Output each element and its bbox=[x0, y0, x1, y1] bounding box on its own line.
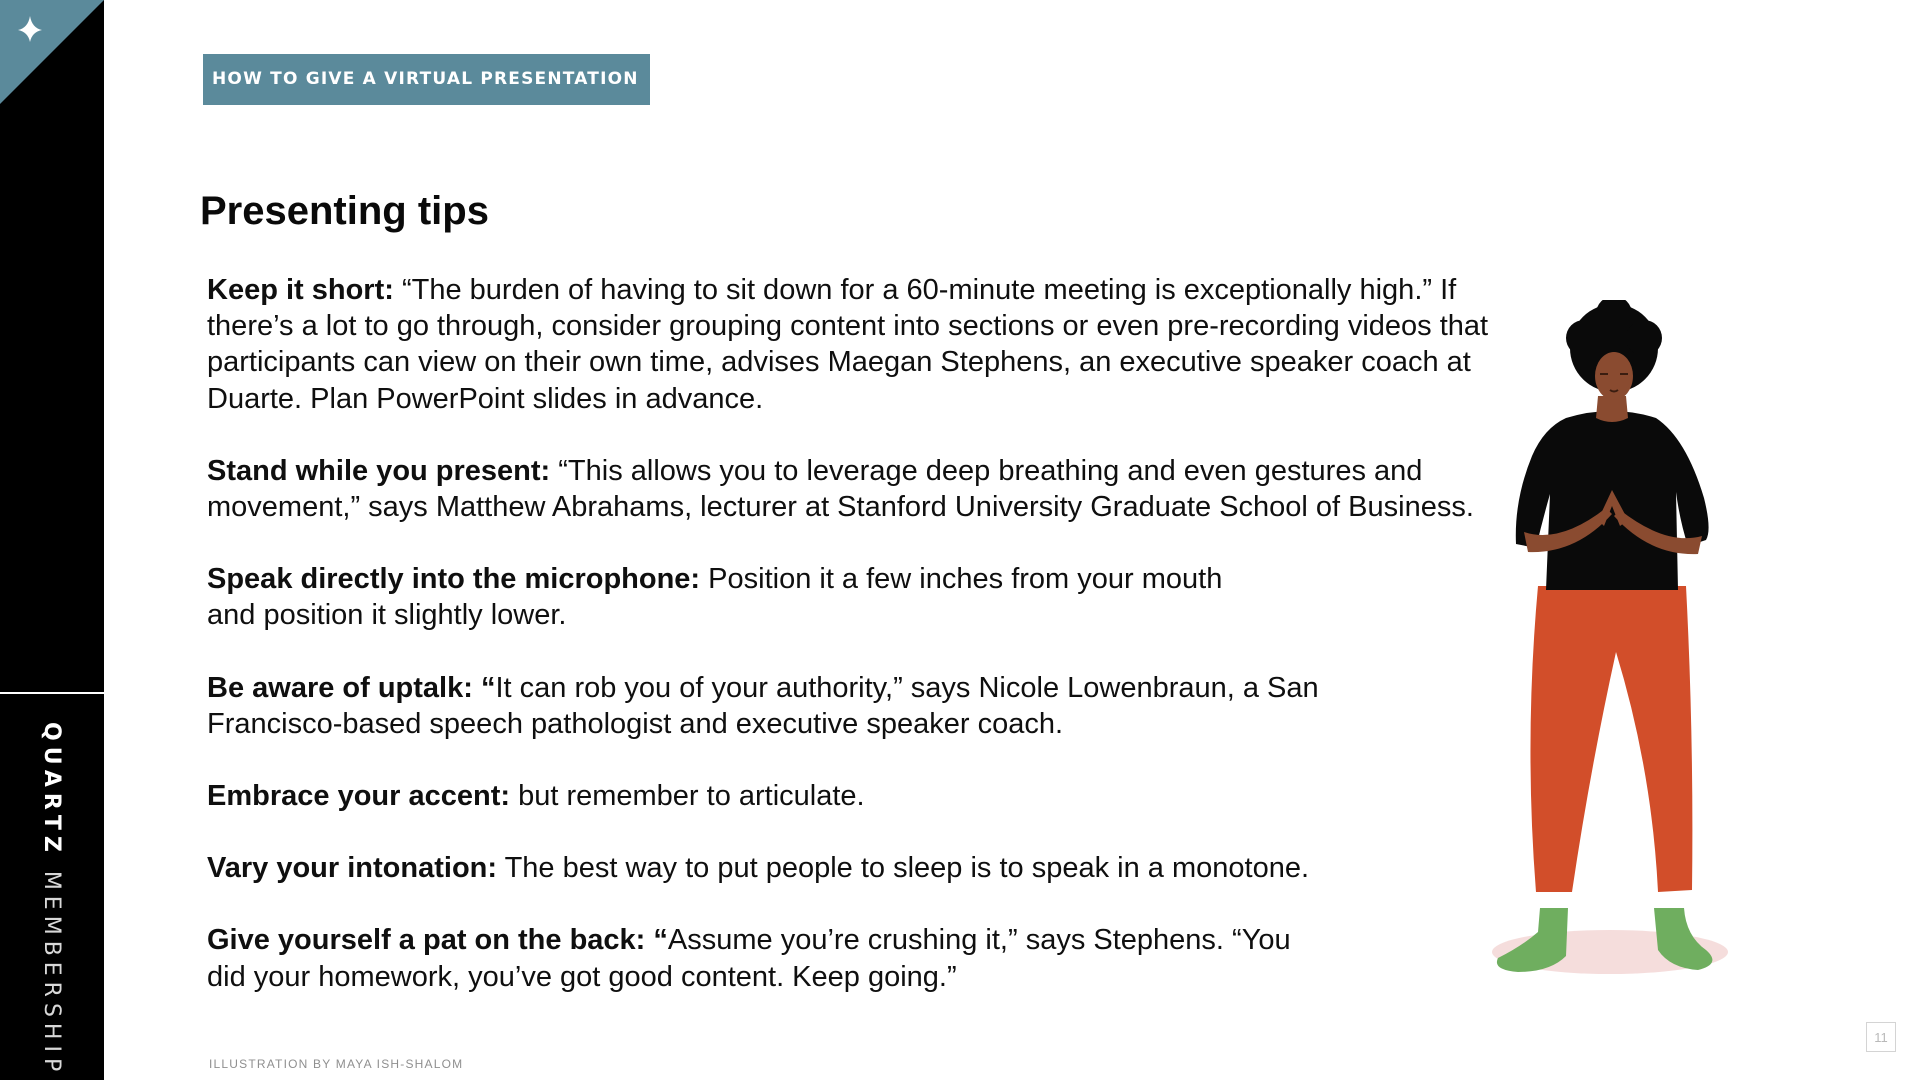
tip-text: The best way to put people to sleep is to speak in a monotone. bbox=[497, 852, 1310, 885]
tip-text: Position it a few inches from your mouth and position it slightly lower. bbox=[207, 563, 1223, 632]
tip-text: “The burden of having to sit down for a 60-minute meeting is exceptionally high.” If there’s a lot to go through, consider grouping content into sections or even pre-recording videos that participants can view on their own time, advises Maegan Stephens, an executive speaker coach at Duarte. Plan PowerPoint slides in advance. bbox=[207, 274, 1489, 415]
tips-list bbox=[207, 272, 1497, 1031]
tip-label: Speak directly into the microphone: bbox=[207, 563, 701, 596]
section-tag: HOW TO GIVE A VIRTUAL PRESENTATION bbox=[203, 54, 650, 105]
tip-item bbox=[207, 561, 1277, 633]
left-sock bbox=[1497, 908, 1568, 972]
tip-item bbox=[207, 778, 1497, 814]
sidebar bbox=[0, 0, 104, 1080]
neck bbox=[1596, 396, 1628, 422]
tip-label: Stand while you present: bbox=[207, 454, 551, 487]
brand-bold: QUARTZ bbox=[39, 722, 64, 858]
brand-wordmark bbox=[39, 722, 64, 1077]
tip-label: Keep it short: bbox=[207, 274, 394, 306]
corner-badge bbox=[0, 0, 104, 104]
tip-item bbox=[207, 453, 1497, 525]
sidebar-divider bbox=[0, 692, 104, 694]
tip-label: Vary your intonation: bbox=[207, 852, 498, 885]
page-number: 11 bbox=[1866, 1022, 1896, 1052]
tip-label: Give yourself a pat on the back: “ bbox=[207, 924, 668, 957]
person-illustration bbox=[1480, 300, 1750, 1000]
page-title: Presenting tips bbox=[200, 189, 489, 233]
illustration-credit: ILLUSTRATION BY MAYA ISH-SHALOM bbox=[209, 1057, 464, 1071]
tip-text: but remember to articulate. bbox=[510, 780, 865, 813]
tip-text: Assume you’re crushing it,” says Stephens. “You did your homework, you’ve got good content. Keep going.” bbox=[207, 924, 1291, 993]
trousers bbox=[1530, 586, 1692, 892]
tip-text: It can rob you of your authority,” says Nicole Lowenbraun, a San Francisco-based speech pathologist and executive speaker coach. bbox=[207, 671, 1319, 740]
tip-item bbox=[207, 922, 1307, 994]
tip-item bbox=[207, 850, 1497, 886]
tip-item bbox=[207, 670, 1397, 742]
tip-text: “This allows you to leverage deep breathing and even gestures and movement,” says Matthew Abrahams, lecturer at Stanford University Graduate School of Business. bbox=[207, 454, 1474, 524]
brand-light: MEMBERSHIP bbox=[39, 870, 64, 1078]
tip-label: Embrace your accent: bbox=[207, 780, 511, 813]
face bbox=[1595, 352, 1633, 400]
tip-item bbox=[207, 272, 1497, 417]
tip-label: Be aware of uptalk: “ bbox=[207, 671, 496, 704]
